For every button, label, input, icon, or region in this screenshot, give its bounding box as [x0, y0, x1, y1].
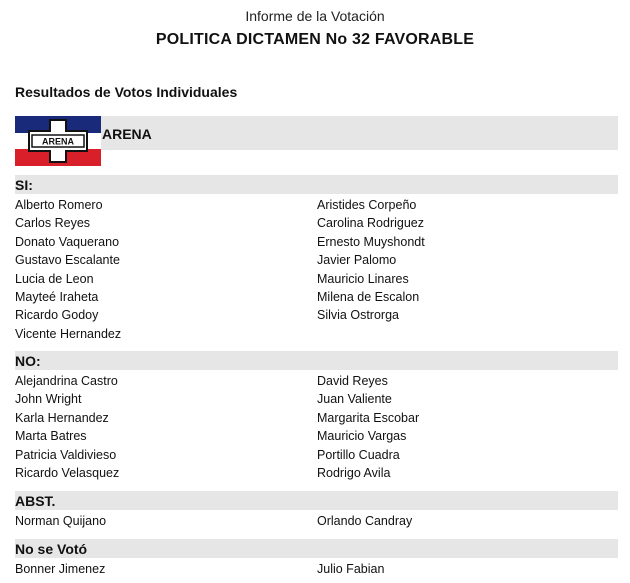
voter-name: Ernesto Muyshondt — [317, 234, 425, 249]
voter-name: Alberto Romero — [15, 198, 103, 212]
names-column-right — [317, 372, 419, 482]
vote-group-label: NO: — [15, 351, 618, 370]
voter-name: Milena de Escalon — [317, 289, 420, 304]
names-column-left — [15, 372, 119, 482]
voter-name: Portillo Cuadra — [317, 447, 400, 462]
vote-group-label: ABST. — [15, 491, 618, 510]
voter-name: David Reyes — [317, 374, 388, 388]
voter-name: Juan Valiente — [317, 392, 392, 407]
voter-name: Norman Quijano — [15, 514, 107, 528]
voter-name: Carolina Rodriguez — [317, 216, 425, 231]
voter-name: Vicente Hernandez — [15, 326, 122, 341]
report-title: POLITICA DICTAMEN No 32 FAVORABLE — [155, 31, 475, 48]
vote-group-no-se-voto — [15, 539, 618, 576]
voter-name: Javier Palomo — [317, 253, 397, 268]
voter-name: Aristides Corpeño — [317, 198, 417, 212]
names-column-right — [317, 196, 425, 325]
names-column-left — [15, 196, 121, 343]
names-column-right — [317, 560, 384, 578]
voter-name: Carlos Reyes — [15, 216, 91, 231]
section-heading: Resultados de Votos Individuales — [15, 84, 238, 100]
arena-flag-logo — [15, 116, 101, 166]
party-name: ARENA — [102, 126, 152, 142]
voter-name: Julio Fabian — [317, 562, 385, 576]
voter-name: Karla Hernandez — [15, 410, 109, 425]
voter-name: Alejandrina Castro — [15, 374, 118, 388]
names-column-left — [15, 512, 106, 530]
vote-group-label: No se Votó — [15, 539, 618, 558]
voter-name: Mayteé Iraheta — [15, 289, 99, 304]
voter-name: Ricardo Godoy — [15, 308, 99, 323]
voter-name: Marta Batres — [15, 429, 87, 444]
flag-text: ARENA — [41, 136, 75, 147]
vote-group-no — [15, 351, 618, 480]
vote-group-label: SI: — [15, 175, 618, 194]
voter-name: Mauricio Linares — [317, 271, 409, 286]
names-column-left — [15, 560, 105, 578]
voter-name: John Wright — [15, 392, 82, 407]
voter-name: Patricia Valdivieso — [15, 447, 117, 462]
voter-name: Lucia de Leon — [15, 271, 94, 286]
voter-name: Gustavo Escalante — [15, 253, 120, 268]
voter-name: Donato Vaquerano — [15, 234, 120, 249]
voter-name: Mauricio Vargas — [317, 429, 407, 444]
voter-name: Bonner Jimenez — [15, 562, 106, 576]
voter-name: Ricardo Velasquez — [15, 465, 120, 480]
report-subtitle: Informe de la Votación — [245, 8, 385, 24]
voter-name: Rodrigo Avila — [317, 465, 391, 480]
voter-name: Orlando Candray — [317, 514, 413, 528]
party-row — [15, 116, 618, 166]
voter-name: Silvia Ostrorga — [317, 308, 399, 323]
names-column-right — [317, 512, 412, 530]
vote-group-si — [15, 175, 618, 341]
vote-group-abst — [15, 491, 618, 528]
voter-name: Margarita Escobar — [317, 410, 420, 425]
